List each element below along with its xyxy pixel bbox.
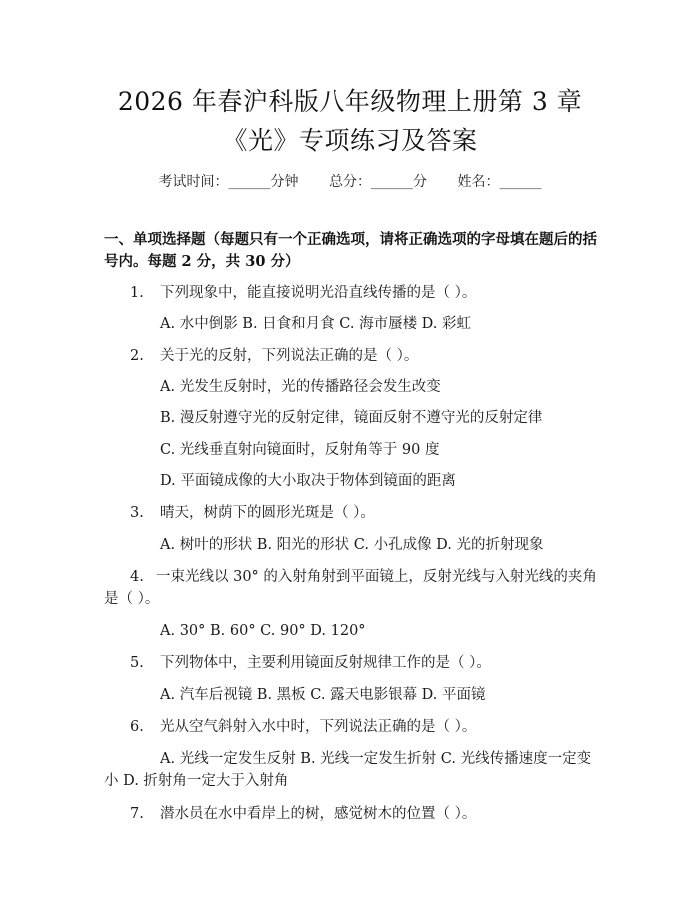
question-3-options: A. 树叶的形状 B. 阳光的形状 C. 小孔成像 D. 光的折射现象 (160, 537, 544, 553)
question-number: 2. (130, 348, 144, 364)
question-text: 潜水员在水中看岸上的树，感觉树木的位置（ ）。 (160, 806, 477, 822)
question-number: 4. (130, 569, 144, 585)
question-text: 关于光的反射，下列说法正确的是（ ）。 (160, 348, 419, 364)
question-5-options: A. 汽车后视镜 B. 黑板 C. 露天电影银幕 D. 平面镜 (160, 687, 486, 703)
question-6-options: A. 光线一定发生反射 B. 光线一定发生折射 C. 光线传播速度一定变小 D. 折射角一定大于入射角 (104, 751, 592, 789)
question-4-options: A. 30° B. 60° C. 90° D. 120° (160, 623, 366, 639)
question-text: 一束光线以 30° 的入射角射到平面镜上，反射光线与入射光线的夹角是（ ）。 (104, 569, 597, 607)
question-number: 1. (130, 285, 144, 301)
question-number: 6. (130, 719, 144, 735)
question-number: 7. (130, 806, 144, 822)
section-heading: 一、单项选择题（每题只有一个正确选项，请将正确选项的字母填在题后的括号内。每题 2 分，共 30 分） (104, 231, 597, 270)
exam-time-field: 考试时间：______分钟 (158, 174, 299, 190)
question-4 (104, 566, 602, 610)
question-2-option-b: B. 漫反射遵守光的反射定律，镜面反射不遵守光的反射定律 (160, 410, 543, 426)
page-title-line1: 2026 年春沪科版八年级物理上册第 3 章 (117, 87, 583, 116)
question-text: 下列物体中，主要利用镜面反射规律工作的是（ ）。 (160, 655, 491, 671)
question-2-option-d: D. 平面镜成像的大小取决于物体到镜面的距离 (160, 473, 456, 489)
question-text: 晴天，树荫下的圆形光斑是（ ）。 (160, 505, 375, 521)
page-title-line2: 《光》专项练习及答案 (222, 126, 478, 155)
question-2-option-a: A. 光发生反射时，光的传播路径会发生改变 (160, 379, 441, 395)
question-number: 5. (130, 655, 144, 671)
total-score-field: 总分：______分 (329, 174, 427, 190)
name-field: 姓名：______ (457, 174, 542, 190)
question-text: 下列现象中，能直接说明光沿直线传播的是（ ）。 (160, 285, 477, 301)
question-text: 光从空气斜射入水中时，下列说法正确的是（ ）。 (160, 719, 477, 735)
question-number: 3. (130, 505, 144, 521)
question-2-option-c: C. 光线垂直射向镜面时，反射角等于 90 度 (160, 442, 440, 458)
exam-meta (0, 171, 700, 191)
question-1-options: A. 水中倒影 B. 日食和月食 C. 海市蜃楼 D. 彩虹 (160, 316, 472, 332)
